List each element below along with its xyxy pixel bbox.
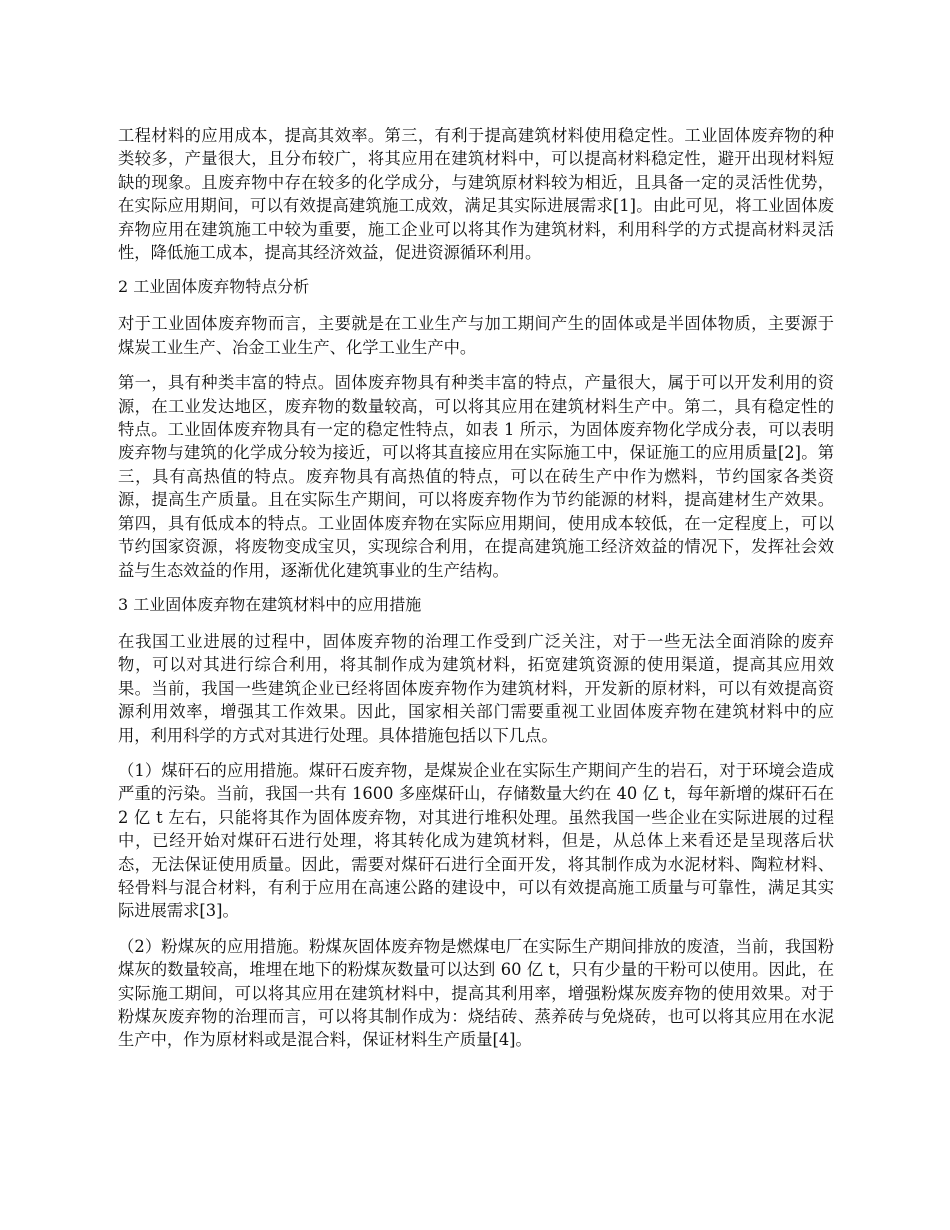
paragraph-application-overview: 在我国工业进展的过程中，固体废弃物的治理工作受到广泛关注，对于一些无法全面消除的废弃物，可以对其进行综合利用，将其制作成为建筑材料，拓宽建筑资源的使用渠道，提高其应用效果。当前，我国一些建筑企业已经将固体废弃物作为建筑材料，开发新的原材料，可以有效提高资源利用效率，增强其工作效果。因此，国家相关部门需要重视工业固体废弃物在建筑材料中的应用，利用科学的方式对其进行处理。具体措施包括以下几点。 [118,631,834,745]
paragraph-intro-continuation: 工程材料的应用成本，提高其效率。第三，有利于提高建筑材料使用稳定性。工业固体废弃物的种类较多，产量很大，且分布较广，将其应用在建筑材料中，可以提高材料稳定性，避开出现材料短缺的现象。且废弃物中存在较多的化学成分，与建筑原材料较为相近，且具备一定的灵活性优势，在实际应用期间，可以有效提高建筑施工成效，满足其实际进展需求[1]。由此可见，将工业固体废弃物应用在建筑施工中较为重要，施工企业可以将其作为建筑材料，利用科学的方式提高材料灵活性，降低施工成本，提高其经济效益，促进资源循环利用。 [118,126,834,263]
section-heading-2: 2 工业固体废弃物特点分析 [118,277,310,297]
section-heading-3: 3 工业固体废弃物在建筑材料中的应用措施 [118,594,422,614]
document-page [118,124,834,1064]
paragraph-coal-gangue: （1）煤矸石的应用措施。煤矸石废弃物，是煤炭企业在实际生产期间产生的岩石，对于环境会造成严重的污染。当前，我国一共有 1600 多座煤矸山，存储数量大约在 40 亿 t，每年新增的煤矸石在 2 亿 t 左右，只能将其作为固体废弃物，对其进行堆积处理。虽然我国一些企业在实际进展的过程中，已经开始对煤矸石进行处理，将其转化成为建筑材料，但是，从总体上来看还是呈现落后状态，无法保证使用质量。因此，需要对煤矸石进行全面开发，将其制作成为水泥材料、陶粒材料、轻骨料与混合材料，有利于应用在高速公路的建设中，可以有效提高施工质量与可靠性，满足其实际进展需求[3]。 [118,760,834,921]
paragraph-definition: 对于工业固体废弃物而言，主要就是在工业生产与加工期间产生的固体或是半固体物质，主要源于煤炭工业生产、冶金工业生产、化学工业生产中。 [118,314,834,357]
paragraph-characteristics: 第一，具有种类丰富的特点。固体废弃物具有种类丰富的特点，产量很大，属于可以开发利用的资源，在工业发达地区，废弃物的数量较高，可以将其应用在建筑材料生产中。第二，具有稳定性的特点。工业固体废弃物具有一定的稳定性特点，如表 1 所示，为固体废弃物化学成分表，可以表明废弃物与建筑的化学成分较为接近，可以将其直接应用在实际施工中，保证施工的应用质量[2]。第三，具有高热值的特点。废弃物具有高热值的特点，可以在砖生产中作为燃料，节约国家各类资源，提高生产质量。且在实际生产期间，可以将废弃物作为节约能源的材料，提高建材生产效果。第四，具有低成本的特点。工业固体废弃物在实际应用期间，使用成本较低，在一定程度上，可以节约国家资源，将废物变成宝贝，实现综合利用，在提高建筑施工经济效益的情况下，发挥社会效益与生态效益的作用，逐渐优化建筑事业的生产结构。 [118,373,834,580]
paragraph-fly-ash: （2）粉煤灰的应用措施。粉煤灰固体废弃物是燃煤电厂在实际生产期间排放的废渣，当前，我国粉煤灰的数量较高，堆埋在地下的粉煤灰数量可以达到 60 亿 t，只有少量的干粉可以使用。因此，在实际施工期间，可以将其应用在建筑材料中，提高其利用率，增强粉煤灰废弃物的使用效果。对于粉煤灰废弃物的治理而言，可以将其制作成为：烧结砖、蒸养砖与免烧砖，也可以将其应用在水泥生产中，作为原材料或是混合料，保证材料生产质量[4]。 [118,936,834,1050]
